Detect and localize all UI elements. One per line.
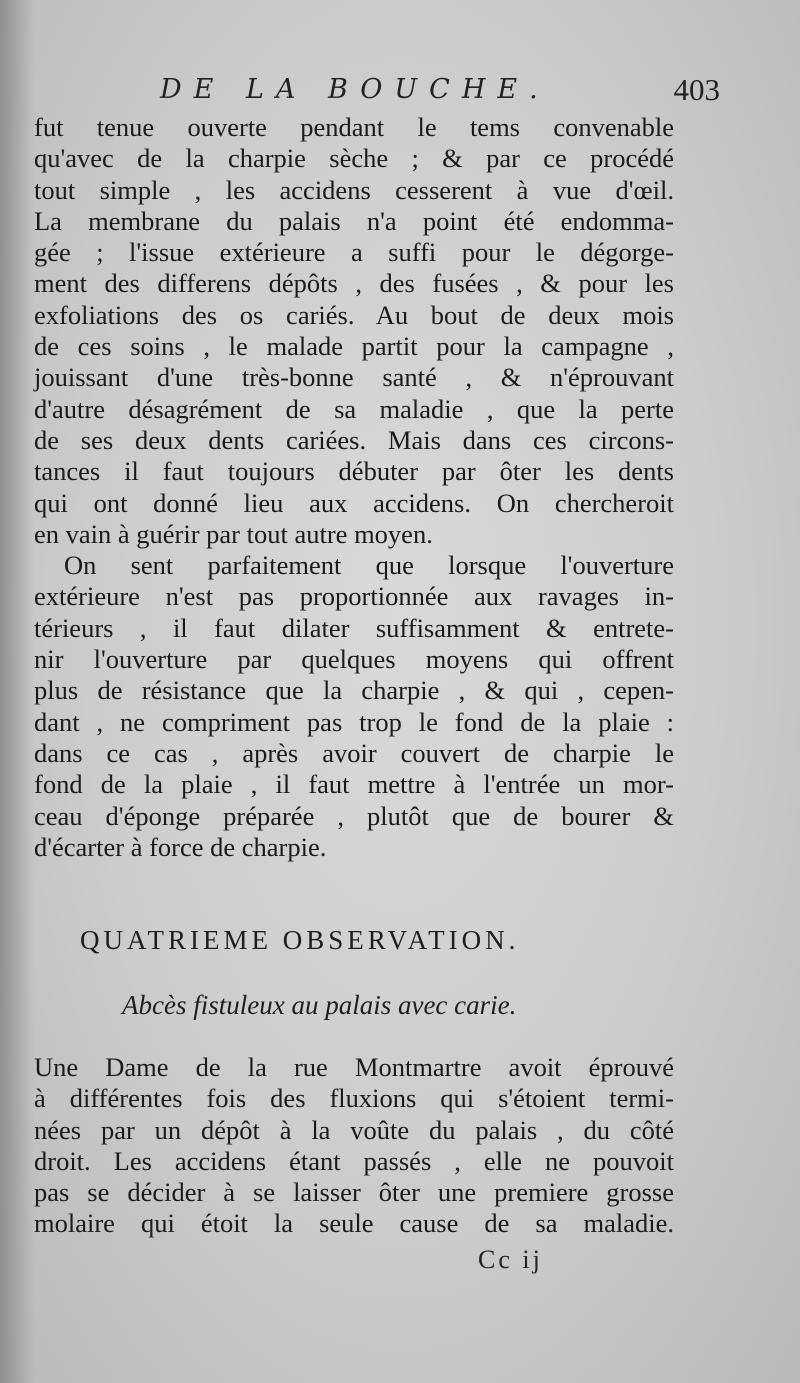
text-line: dant , ne compriment pas trop le fond de la plaie : — [34, 706, 674, 737]
signature-mark: Cc ij — [478, 1245, 543, 1274]
text-line: jouissant d'une très-bonne santé , & n'éprouvant — [34, 362, 674, 393]
text-line: pas se décider à se laisser ôter une premiere grosse — [34, 1177, 674, 1208]
running-head — [160, 74, 720, 114]
text-line: à différentes fois des fluxions qui s'étoient termi- — [34, 1083, 674, 1114]
text-line: de ces soins , le malade partit pour la campagne , — [34, 331, 674, 362]
page-number: 403 — [673, 72, 720, 107]
text-line: tances il faut toujours débuter par ôter les dents — [34, 456, 674, 487]
text-line: en vain à guérir par tout autre moyen. — [34, 518, 433, 549]
text-line: térieurs , il faut dilater suffisamment & entrete- — [34, 612, 674, 643]
observation-subtitle: Abcès fistuleux au palais avec carie. — [122, 990, 517, 1020]
text-line: gée ; l'issue extérieure a suffi pour le dégorge- — [34, 237, 674, 268]
text-line: Une Dame de la rue Montmartre avoit éprouvé — [34, 1052, 674, 1082]
text-line: nir l'ouverture par quelques moyens qui offrent — [34, 644, 674, 675]
text-line: nées par un dépôt à la voûte du palais , du côté — [34, 1114, 674, 1145]
text-line: qu'avec de la charpie sèche ; & par ce procédé — [34, 143, 674, 174]
text-line: molaire qui étoit la seule cause de sa maladie. — [34, 1208, 674, 1239]
text-line: dans ce cas , après avoir couvert de charpie le — [34, 737, 674, 768]
text-line: ment des differens dépôts , des fusées , & pour les — [34, 268, 674, 299]
text-line: tout simple , les accidens cesserent à vue d'œil. — [34, 174, 674, 205]
text-line: ceau d'éponge préparée , plutôt que de bourer & — [34, 800, 674, 831]
text-line: La membrane du palais n'a point été endomma- — [34, 205, 674, 236]
text-line: plus de résistance que la charpie , & qui , cepen- — [34, 675, 674, 706]
text-line: d'écarter à force de charpie. — [34, 831, 327, 862]
body-text-bottom — [34, 1052, 674, 1240]
text-line: On sent parfaitement que lorsque l'ouverture — [64, 550, 674, 581]
text-line: d'autre désagrément de sa maladie , que la perte — [34, 393, 674, 424]
observation-heading: QUATRIEME OBSERVATION. — [80, 925, 520, 955]
text-line: fut tenue ouverte pendant le tems convenable — [34, 112, 674, 142]
text-line: exfoliations des os cariés. Au bout de deux mois — [34, 299, 674, 330]
body-text-top — [34, 112, 674, 863]
text-line: qui ont donné lieu aux accidens. On chercheroit — [34, 487, 674, 518]
text-line: droit. Les accidens étant passés , elle ne pouvoit — [34, 1145, 674, 1176]
text-line: fond de la plaie , il faut mettre à l'entrée un mor- — [34, 769, 674, 800]
text-line: de ses deux dents cariées. Mais dans ces circons- — [34, 424, 674, 455]
gutter-shadow — [0, 0, 34, 1383]
text-line: extérieure n'est pas proportionnée aux ravages in- — [34, 581, 674, 612]
running-title: DE LA BOUCHE. — [160, 74, 550, 105]
